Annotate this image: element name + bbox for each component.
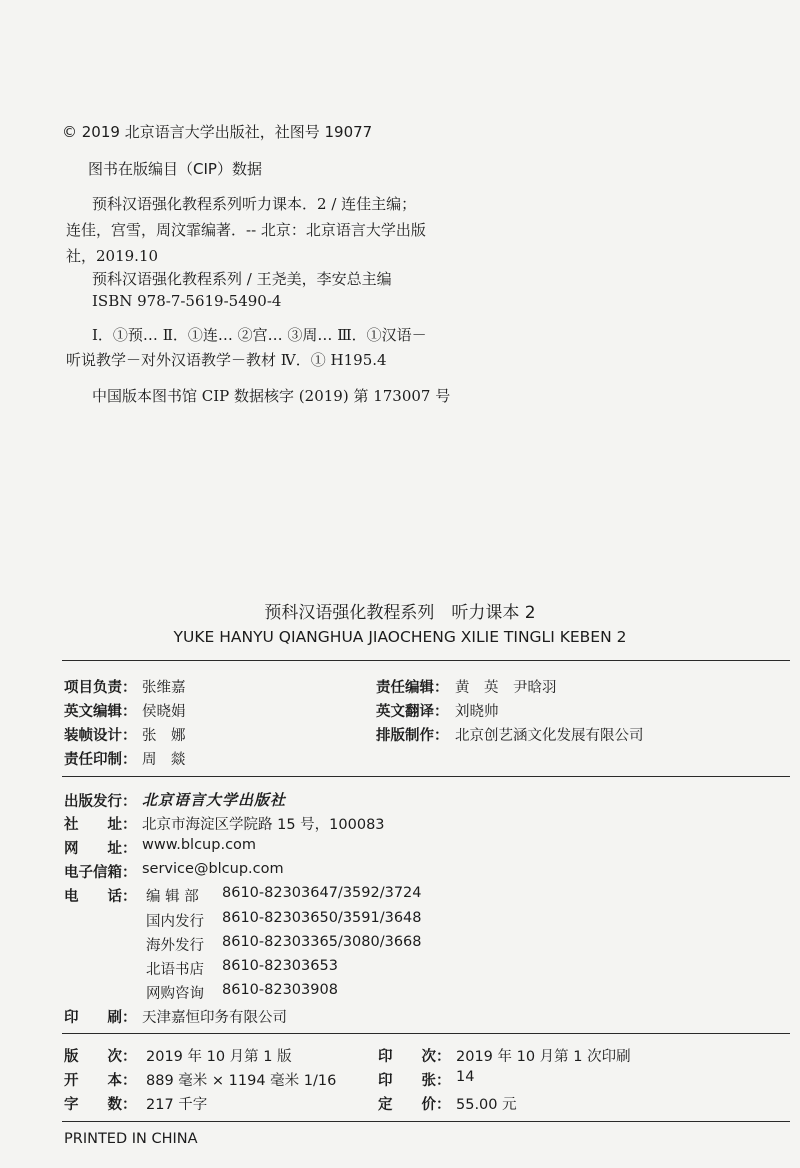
editor-in-charge-label: 责任编辑： [376, 680, 449, 696]
cip-line: 连佳，宫雪，周汶霏编著．-- 北京：北京语言大学出版 [66, 221, 426, 239]
sheets-value: 14 [456, 1069, 475, 1085]
phone-dept: 海外发行 [146, 938, 204, 954]
publisher-name: 北京语言大学出版社 [142, 791, 287, 809]
english-translator-value: 刘晓帅 [455, 704, 499, 720]
cip-line: 听说教学－对外汉语教学－教材 Ⅳ．① H195.4 [66, 351, 387, 369]
printing-value: 2019 年 10 月第 1 次印刷 [456, 1049, 631, 1065]
email-value: service@blcup.com [142, 861, 284, 877]
typesetting-value: 北京创艺涵文化发展有限公司 [455, 728, 644, 744]
cip-isbn: ISBN 978-7-5619-5490-4 [92, 292, 282, 310]
cip-record: 中国版本图书馆 CIP 数据核字 (2019) 第 173007 号 [92, 387, 451, 405]
sheets-label: 印 张： [378, 1073, 451, 1089]
printing-label: 印 次： [378, 1049, 451, 1065]
project-lead-value: 张维嘉 [142, 680, 186, 696]
phone-number: 8610-82303650/3591/3648 [222, 910, 422, 926]
project-lead-label: 项目负责： [64, 680, 137, 696]
printer-value: 天津嘉恒印务有限公司 [142, 1010, 287, 1026]
address-value: 北京市海淀区学院路 15 号，100083 [142, 817, 385, 833]
phone-number: 8610-82303647/3592/3724 [222, 885, 422, 901]
phone-label: 电 话： [64, 889, 137, 905]
phone-number: 8610-82303365/3080/3668 [222, 934, 422, 950]
publisher-label: 出版发行： [64, 794, 137, 810]
cip-line: 社，2019.10 [66, 247, 159, 265]
cip-line: Ⅰ．①预… Ⅱ．①连… ②宫… ③周… Ⅲ．①汉语－ [92, 326, 427, 344]
price-label: 定 价： [378, 1097, 451, 1113]
website-value: www.blcup.com [142, 837, 257, 853]
divider [62, 660, 790, 661]
price-value: 55.00 元 [456, 1097, 517, 1113]
editor-in-charge-value: 黄 英 尹晗羽 [455, 680, 557, 696]
typesetting-label: 排版制作： [376, 728, 449, 744]
edition-label: 版 次： [64, 1049, 137, 1065]
phone-dept: 网购咨询 [146, 986, 204, 1002]
cip-line: 预科汉语强化教程系列听力课本．2 / 连佳主编； [92, 195, 417, 213]
phone-dept: 北语书店 [146, 962, 204, 978]
phone-dept: 国内发行 [146, 914, 204, 930]
copyright-line: © 2019 北京语言大学出版社，社图号 19077 [62, 123, 373, 141]
divider [62, 1121, 790, 1122]
website-label: 网 址： [64, 841, 137, 857]
print-supervisor-value: 周 燚 [142, 752, 186, 768]
book-title-pinyin: YUKE HANYU QIANGHUA JIAOCHENG XILIE TINGLI KEBEN 2 [173, 628, 627, 646]
cip-line: 预科汉语强化教程系列 / 王尧美，李安总主编 [92, 270, 392, 288]
phone-number: 8610-82303908 [222, 982, 338, 998]
words-label: 字 数： [64, 1097, 137, 1113]
cip-heading: 图书在版编目（CIP）数据 [88, 160, 262, 178]
format-label: 开 本： [64, 1073, 137, 1089]
phone-number: 8610-82303653 [222, 958, 338, 974]
format-value: 889 毫米 × 1194 毫米 1/16 [146, 1073, 337, 1089]
edition-value: 2019 年 10 月第 1 版 [146, 1049, 292, 1065]
divider [62, 1033, 790, 1034]
printed-in-china: PRINTED IN CHINA [64, 1131, 198, 1147]
english-editor-value: 侯晓娟 [142, 704, 186, 720]
email-label: 电子信箱： [64, 865, 137, 881]
cover-design-label: 装帧设计： [64, 728, 137, 744]
divider [62, 776, 790, 777]
book-title-cn: 预科汉语强化教程系列 听力课本 2 [264, 603, 536, 623]
english-translator-label: 英文翻译： [376, 704, 449, 720]
cover-design-value: 张 娜 [142, 728, 186, 744]
english-editor-label: 英文编辑： [64, 704, 137, 720]
printer-label: 印 刷： [64, 1010, 137, 1026]
print-supervisor-label: 责任印制： [64, 752, 137, 768]
address-label: 社 址： [64, 817, 137, 833]
phone-dept: 编 辑 部 [146, 889, 199, 905]
words-value: 217 千字 [146, 1097, 208, 1113]
